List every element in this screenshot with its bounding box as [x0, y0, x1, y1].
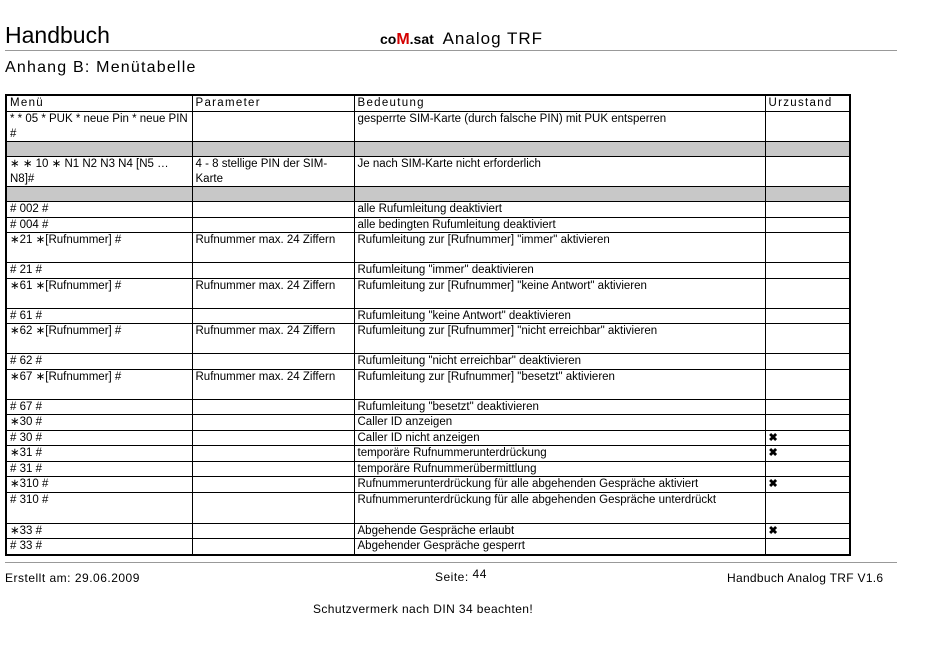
cell-state [765, 369, 850, 399]
cell-menu: ∗33 # [6, 523, 192, 539]
cell-meaning: Rufumleitung "besetzt" deaktivieren [354, 399, 765, 415]
created-date: Erstellt am: 29.06.2009 [5, 571, 140, 585]
cell-meaning: Caller ID nicht anzeigen [354, 430, 765, 446]
cell-parameter [192, 523, 354, 539]
cell-menu: ∗62 ∗[Rufnummer] # [6, 324, 192, 354]
cell-menu: ∗30 # [6, 415, 192, 431]
column-header-parameter: Parameter [192, 95, 354, 112]
cell-menu: # 004 # [6, 217, 192, 233]
cell-menu: ∗ ∗ 10 ∗ N1 N2 N3 N4 [N5 …N8]# [6, 157, 192, 187]
document-title: Handbuch [5, 22, 110, 48]
cell-meaning: Abgehende Gespräche erlaubt [354, 523, 765, 539]
cell-meaning: Rufumleitung "immer" deaktivieren [354, 263, 765, 279]
cell-state [765, 263, 850, 279]
cell-menu: # 33 # [6, 539, 192, 555]
page-label: Seite: [435, 570, 469, 584]
cell-state [765, 157, 850, 187]
cell-menu: # 67 # [6, 399, 192, 415]
table-row [6, 523, 850, 539]
table-row [6, 415, 850, 431]
table-row [6, 263, 850, 279]
cell-meaning: Rufumleitung zur [Rufnummer] "besetzt" aktivieren [354, 369, 765, 399]
cell-parameter [192, 430, 354, 446]
cell-menu: ∗31 # [6, 446, 192, 462]
cell-state [765, 539, 850, 555]
cell-meaning: Rufumleitung zur [Rufnummer] "nicht erreichbar" aktivieren [354, 324, 765, 354]
table-row [6, 477, 850, 493]
cell-menu: ∗21 ∗[Rufnummer] # [6, 233, 192, 263]
separator-row [6, 142, 850, 157]
cell-meaning [354, 187, 765, 202]
cell-parameter [192, 263, 354, 279]
cell-state [765, 415, 850, 431]
page-indicator [435, 567, 487, 584]
cell-parameter [192, 477, 354, 493]
cell-state: ✖ [765, 430, 850, 446]
cell-meaning: gesperrte SIM-Karte (durch falsche PIN) mit PUK entsperren [354, 112, 765, 142]
cell-state [765, 217, 850, 233]
table-row [6, 430, 850, 446]
cell-menu: # 002 # [6, 202, 192, 218]
table-row [6, 446, 850, 462]
separator-row [6, 187, 850, 202]
comsat-logo: coM.sat [380, 31, 434, 48]
product-name: Analog TRF [442, 29, 543, 48]
cell-state [765, 324, 850, 354]
cell-parameter [192, 187, 354, 202]
cell-state [765, 461, 850, 477]
cell-parameter [192, 202, 354, 218]
cell-state [765, 187, 850, 202]
page-number: 44 [472, 567, 487, 581]
table-row [6, 112, 850, 142]
cell-menu [6, 142, 192, 157]
table-row [6, 233, 850, 263]
cell-parameter: Rufnummer max. 24 Ziffern [192, 278, 354, 308]
section-title: Anhang B: Menütabelle [5, 59, 197, 76]
cell-parameter [192, 112, 354, 142]
table-row [6, 539, 850, 555]
cell-menu: # 61 # [6, 308, 192, 324]
footer-divider [5, 562, 897, 563]
table-row [6, 308, 850, 324]
table-row [6, 278, 850, 308]
cell-state [765, 308, 850, 324]
cell-parameter [192, 142, 354, 157]
cell-meaning: Rufumleitung zur [Rufnummer] "keine Antwort" aktivieren [354, 278, 765, 308]
table-row [6, 399, 850, 415]
cell-parameter: Rufnummer max. 24 Ziffern [192, 324, 354, 354]
cell-meaning: alle Rufumleitung deaktiviert [354, 202, 765, 218]
header-divider [5, 50, 897, 51]
table-row [6, 202, 850, 218]
cell-parameter [192, 399, 354, 415]
table-row [6, 217, 850, 233]
table-row [6, 354, 850, 370]
table-row [6, 492, 850, 523]
cell-menu: ∗61 ∗[Rufnummer] # [6, 278, 192, 308]
cell-parameter: 4 - 8 stellige PIN der SIM-Karte [192, 157, 354, 187]
column-header-state: Urzustand [765, 95, 850, 112]
table-row [6, 324, 850, 354]
cell-meaning: Rufumleitung "keine Antwort" deaktivieren [354, 308, 765, 324]
document-version: Handbuch Analog TRF V1.6 [727, 571, 884, 585]
menu-table [5, 94, 851, 556]
cell-state [765, 399, 850, 415]
cell-state: ✖ [765, 477, 850, 493]
cell-state [765, 278, 850, 308]
cell-menu: # 31 # [6, 461, 192, 477]
cell-meaning: Rufnummerunterdrückung für alle abgehenden Gespräche unterdrückt [354, 492, 765, 523]
cell-parameter: Rufnummer max. 24 Ziffern [192, 369, 354, 399]
cell-state [765, 112, 850, 142]
cell-meaning: alle bedingten Rufumleitung deaktiviert [354, 217, 765, 233]
cell-state: ✖ [765, 523, 850, 539]
cell-parameter [192, 308, 354, 324]
cell-parameter [192, 492, 354, 523]
cell-state [765, 354, 850, 370]
cell-state [765, 142, 850, 157]
cell-parameter [192, 217, 354, 233]
cell-menu [6, 187, 192, 202]
cell-meaning: temporäre Rufnummerunterdrückung [354, 446, 765, 462]
brand-header [380, 29, 543, 49]
protection-notice: Schutzvermerk nach DIN 34 beachten! [313, 602, 534, 616]
cell-meaning: Rufumleitung zur [Rufnummer] "immer" aktivieren [354, 233, 765, 263]
cell-menu: # 21 # [6, 263, 192, 279]
cell-menu: ∗67 ∗[Rufnummer] # [6, 369, 192, 399]
cell-meaning: Je nach SIM-Karte nicht erforderlich [354, 157, 765, 187]
cell-menu: ∗310 # [6, 477, 192, 493]
cell-menu: # 30 # [6, 430, 192, 446]
cell-meaning: Abgehender Gespräche gesperrt [354, 539, 765, 555]
table-row [6, 369, 850, 399]
cell-state [765, 233, 850, 263]
cell-menu: # 62 # [6, 354, 192, 370]
cell-meaning: Rufumleitung "nicht erreichbar" deaktivieren [354, 354, 765, 370]
cell-parameter [192, 461, 354, 477]
column-header-menu: Menü [6, 95, 192, 112]
cell-meaning [354, 142, 765, 157]
cell-parameter: Rufnummer max. 24 Ziffern [192, 233, 354, 263]
cell-state [765, 202, 850, 218]
cell-parameter [192, 415, 354, 431]
column-header-meaning: Bedeutung [354, 95, 765, 112]
cell-menu: # 310 # [6, 492, 192, 523]
cell-parameter [192, 539, 354, 555]
cell-parameter [192, 446, 354, 462]
table-row [6, 157, 850, 187]
cell-state [765, 492, 850, 523]
table-header-row [6, 95, 850, 112]
cell-meaning: Caller ID anzeigen [354, 415, 765, 431]
cell-meaning: temporäre Rufnummerübermittlung [354, 461, 765, 477]
cell-menu: * * 05 * PUK * neue Pin * neue PIN # [6, 112, 192, 142]
cell-parameter [192, 354, 354, 370]
table-row [6, 461, 850, 477]
cell-meaning: Rufnummerunterdrückung für alle abgehenden Gespräche aktiviert [354, 477, 765, 493]
cell-state: ✖ [765, 446, 850, 462]
